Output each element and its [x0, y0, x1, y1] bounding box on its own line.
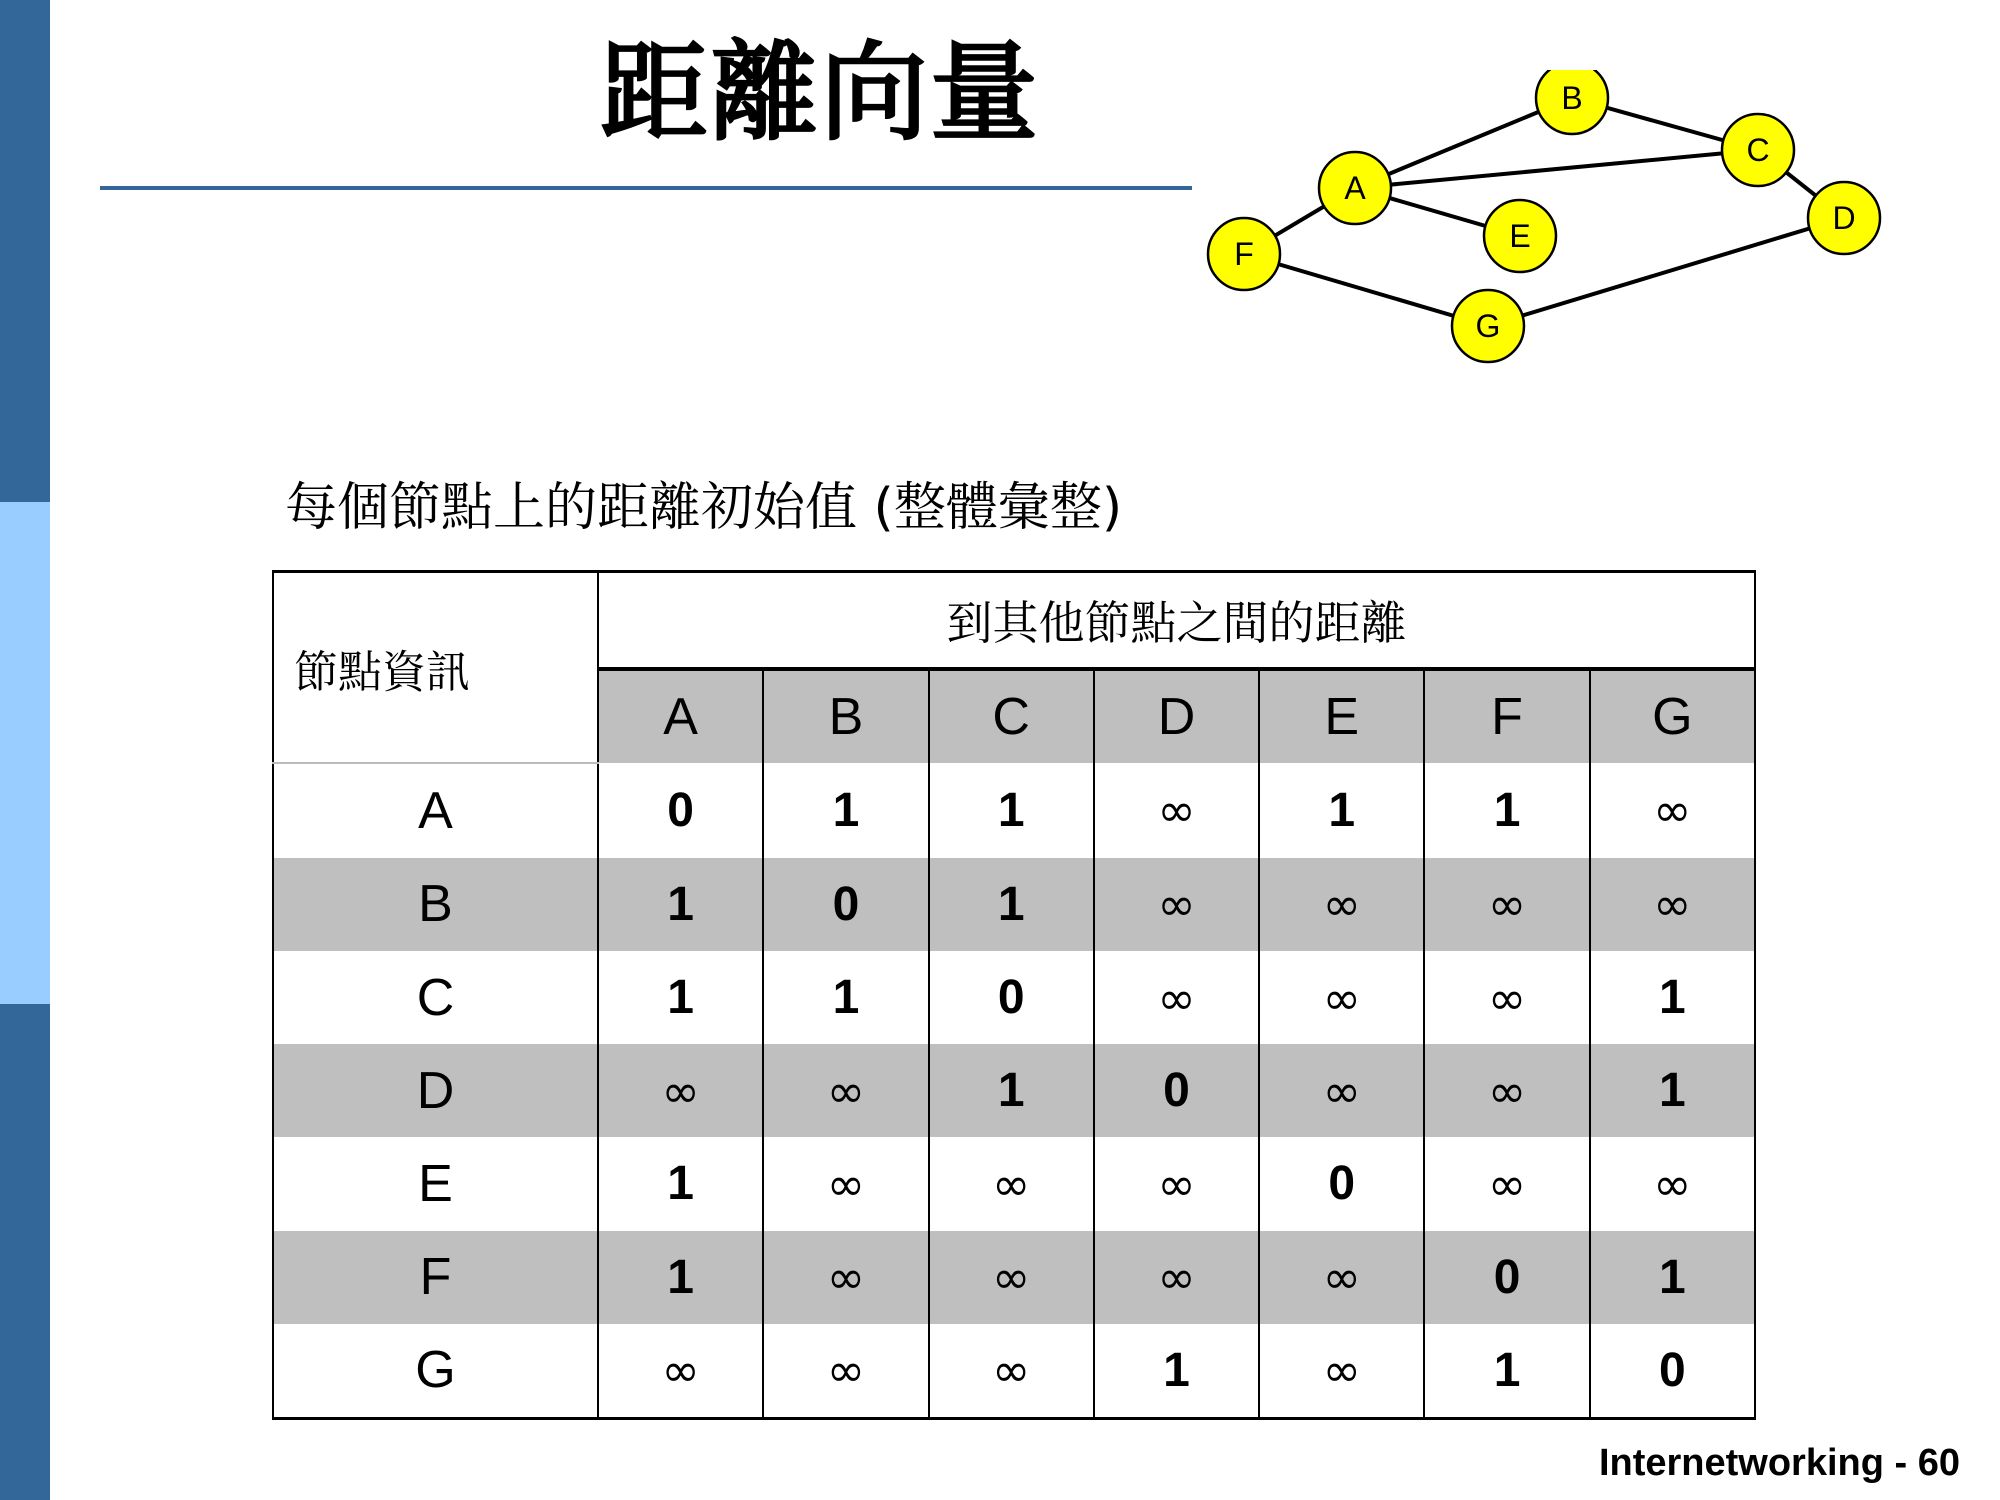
distance-cell: ∞ — [1424, 951, 1589, 1044]
graph-node-f — [1208, 218, 1280, 290]
distance-cell: 1 — [763, 763, 928, 858]
distance-cell: ∞ — [763, 1137, 928, 1230]
distance-cell: 1 — [1424, 763, 1589, 858]
node-label: D — [1832, 200, 1856, 236]
graph-node-b — [1536, 70, 1608, 134]
distance-cell: 1 — [929, 858, 1094, 951]
distance-cell: ∞ — [1590, 1137, 1755, 1230]
distance-cell: 0 — [763, 858, 928, 951]
side-bar-middle — [0, 502, 50, 1004]
row-header-a: A — [273, 763, 598, 858]
row-header-c: C — [273, 951, 598, 1044]
node-label: B — [1561, 80, 1583, 116]
distance-cell: ∞ — [1094, 1231, 1259, 1324]
distance-cell: 1 — [1424, 1324, 1589, 1417]
column-header-a: A — [598, 669, 763, 763]
distance-cell: ∞ — [1094, 951, 1259, 1044]
node-label: A — [1344, 170, 1366, 206]
node-info-header: 節點資訊 — [273, 573, 598, 763]
distance-cell: ∞ — [1424, 858, 1589, 951]
distance-cell: ∞ — [1259, 1231, 1424, 1324]
distance-cell: ∞ — [1259, 1044, 1424, 1137]
distance-cell: ∞ — [763, 1324, 928, 1417]
distance-cell: ∞ — [598, 1044, 763, 1137]
side-bar-bottom — [0, 1004, 50, 1500]
distance-table — [272, 570, 1756, 1420]
table-row — [273, 1324, 1755, 1417]
distance-cell: ∞ — [1259, 858, 1424, 951]
graph-node-g — [1452, 290, 1524, 362]
distance-cell: 0 — [1094, 1044, 1259, 1137]
distance-cell: 1 — [929, 763, 1094, 858]
column-header-d: D — [1094, 669, 1259, 763]
title-underline — [100, 186, 1192, 190]
node-label: C — [1746, 132, 1770, 168]
table-row — [273, 1231, 1755, 1324]
distance-cell: 1 — [598, 858, 763, 951]
graph-node-d — [1808, 182, 1880, 254]
distance-cell: 0 — [929, 951, 1094, 1044]
distance-cell: ∞ — [763, 1044, 928, 1137]
distance-cell: 0 — [598, 763, 763, 858]
column-header-f: F — [1424, 669, 1589, 763]
distance-cell: 1 — [1259, 763, 1424, 858]
distance-cell: ∞ — [1094, 858, 1259, 951]
column-header-e: E — [1259, 669, 1424, 763]
distance-header: 到其他節點之間的距離 — [598, 573, 1755, 669]
distance-cell: ∞ — [1424, 1044, 1589, 1137]
distance-cell: 1 — [598, 1137, 763, 1230]
node-label: G — [1475, 308, 1501, 344]
distance-cell: 1 — [598, 1231, 763, 1324]
distance-cell: ∞ — [1590, 858, 1755, 951]
distance-cell: ∞ — [1259, 1324, 1424, 1417]
table-row — [273, 1044, 1755, 1137]
distance-cell: 1 — [598, 951, 763, 1044]
node-label: F — [1234, 236, 1254, 272]
slide-title: 距離向量 — [600, 31, 1041, 156]
distance-cell: ∞ — [1094, 1137, 1259, 1230]
node-label: E — [1509, 218, 1531, 254]
edge-f-g — [1244, 254, 1488, 326]
distance-cell: 1 — [763, 951, 928, 1044]
slide-footer: Internetworking - 60 — [1598, 1442, 1960, 1484]
distance-cell: 0 — [1259, 1137, 1424, 1230]
table-caption: 每個節點上的距離初始值 (整體彙整) — [285, 478, 1123, 538]
distance-cell: 0 — [1424, 1231, 1589, 1324]
distance-cell: ∞ — [1094, 763, 1259, 858]
network-graph — [1140, 70, 1960, 470]
graph-node-a — [1319, 152, 1391, 224]
distance-cell: ∞ — [1259, 951, 1424, 1044]
side-bar-top — [0, 0, 50, 502]
graph-node-e — [1484, 200, 1556, 272]
distance-cell: ∞ — [1590, 763, 1755, 858]
edge-a-c — [1355, 150, 1758, 188]
table-row — [273, 951, 1755, 1044]
column-header-b: B — [763, 669, 928, 763]
table-row — [273, 1137, 1755, 1230]
row-header-g: G — [273, 1324, 598, 1417]
distance-cell: ∞ — [929, 1137, 1094, 1230]
row-header-d: D — [273, 1044, 598, 1137]
column-header-g: G — [1590, 669, 1755, 763]
distance-cell: 1 — [1590, 1044, 1755, 1137]
distance-cell: ∞ — [1424, 1137, 1589, 1230]
distance-cell: ∞ — [929, 1231, 1094, 1324]
distance-cell: ∞ — [598, 1324, 763, 1417]
distance-cell: 0 — [1590, 1324, 1755, 1417]
graph-node-c — [1722, 114, 1794, 186]
row-header-b: B — [273, 858, 598, 951]
distance-cell: 1 — [1590, 951, 1755, 1044]
distance-cell: 1 — [1094, 1324, 1259, 1417]
table-row — [273, 763, 1755, 858]
distance-cell: 1 — [929, 1044, 1094, 1137]
distance-cell: ∞ — [929, 1324, 1094, 1417]
row-header-f: F — [273, 1231, 598, 1324]
column-header-c: C — [929, 669, 1094, 763]
distance-cell: ∞ — [763, 1231, 928, 1324]
distance-cell: 1 — [1590, 1231, 1755, 1324]
row-header-e: E — [273, 1137, 598, 1230]
table-row — [273, 858, 1755, 951]
